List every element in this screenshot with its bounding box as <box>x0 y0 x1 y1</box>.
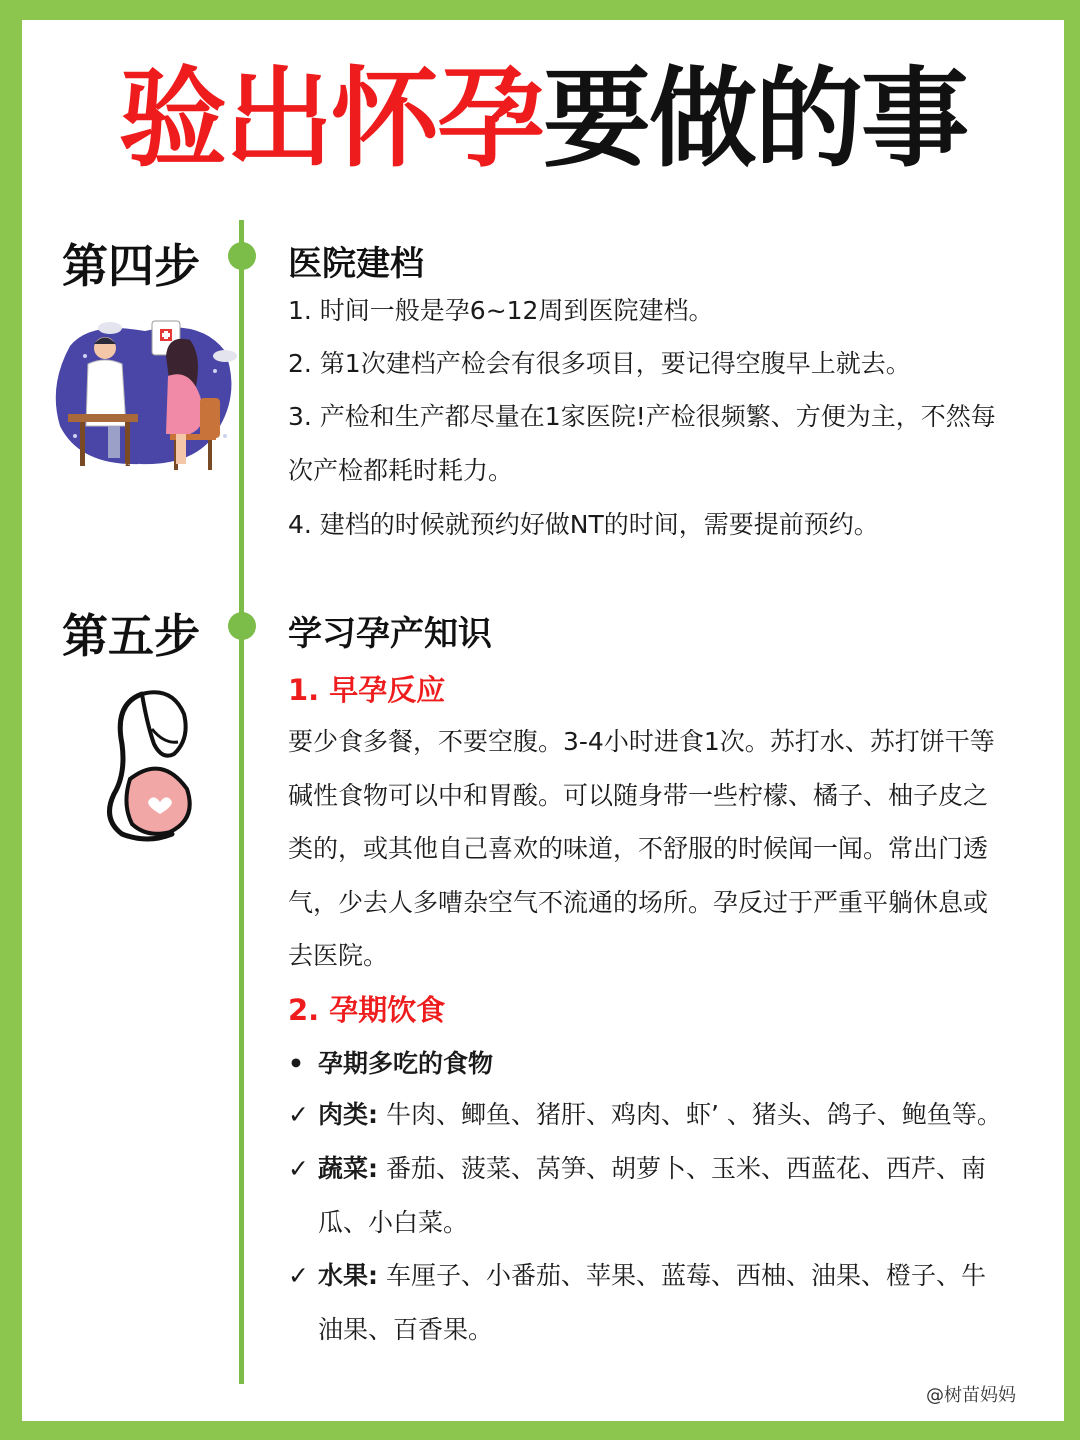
doctor-consultation-illustration <box>50 316 240 484</box>
fruit-text: 车厘子、小番茄、苹果、蓝莓、西柚、油果、橙子、牛 <box>378 1261 986 1290</box>
veg-line <box>288 1142 986 1196</box>
step4-heading: 医院建档 <box>288 244 424 284</box>
page <box>22 20 1064 1421</box>
step5-sub2: 2. 孕期饮食 <box>288 993 446 1027</box>
step4-label: 第四步 <box>62 239 200 293</box>
step4-item-3-cont: 次产检都耗时耗力。 <box>288 456 514 485</box>
step5-para-2: 碱性食物可以中和胃酸。可以随身带一些柠檬、橘子、柚子皮之 <box>288 781 989 810</box>
diet-bullet <box>288 1044 493 1080</box>
bullet-dot: • <box>288 1049 304 1078</box>
veg-line-cont: 瓜、小白菜。 <box>318 1208 469 1237</box>
illustration-watermark: @树苗妈妈 <box>80 464 150 480</box>
timeline-dot-step4 <box>228 242 256 270</box>
fruit-label: 水果: <box>318 1261 378 1290</box>
meat-text: 牛肉、鲫鱼、猪肝、鸡肉、虾’ 、猪头、鸽子、鲍鱼等。 <box>378 1100 1002 1129</box>
step5-heading: 学习孕产知识 <box>288 614 492 654</box>
step4-item-1: 1. 时间一般是孕6~12周到医院建档。 <box>288 296 714 325</box>
check-icon: ✓ <box>288 1154 309 1183</box>
veg-label: 蔬菜: <box>318 1154 378 1183</box>
fruit-line-cont: 油果、百香果。 <box>318 1315 494 1344</box>
check-icon: ✓ <box>288 1261 309 1290</box>
watermark: @树苗妈妈 <box>926 1385 1016 1406</box>
pregnant-woman-icon <box>92 684 202 844</box>
page-title <box>22 57 1064 182</box>
timeline-dot-step5 <box>228 612 256 640</box>
step5-para-4: 气，少去人多嘈杂空气不流通的场所。孕反过于严重平躺休息或 <box>288 888 989 917</box>
step5-label: 第五步 <box>62 609 200 663</box>
step5-para-1: 要少食多餐，不要空腹。3-4小时进食1次。苏打水、苏打饼干等 <box>288 727 995 756</box>
step4-item-2: 2. 第1次建档产检会有很多项目，要记得空腹早上就去。 <box>288 349 911 378</box>
step5-para-5: 去医院。 <box>288 941 389 970</box>
check-icon: ✓ <box>288 1100 309 1129</box>
step4-item-3: 3. 产检和生产都尽量在1家医院!产检很频繁、方便为主，不然每 <box>288 402 996 431</box>
step5-sub1: 1. 早孕反应 <box>288 673 446 707</box>
fruit-line <box>288 1249 986 1303</box>
veg-text: 番茄、菠菜、莴笋、胡萝卜、玉米、西蓝花、西芹、南 <box>378 1154 986 1183</box>
meat-line <box>288 1088 1002 1142</box>
title-red-part: 验出怀孕 <box>118 57 543 182</box>
meat-label: 肉类: <box>318 1100 378 1129</box>
step4-item-4: 4. 建档的时候就预约好做NT的时间，需要提前预约。 <box>288 510 879 539</box>
diet-bullet-text: 孕期多吃的食物 <box>318 1049 494 1078</box>
title-black-part: 要做的事 <box>543 57 968 182</box>
step5-para-3: 类的，或其他自己喜欢的味道，不舒服的时候闻一闻。常出门透 <box>288 834 989 863</box>
